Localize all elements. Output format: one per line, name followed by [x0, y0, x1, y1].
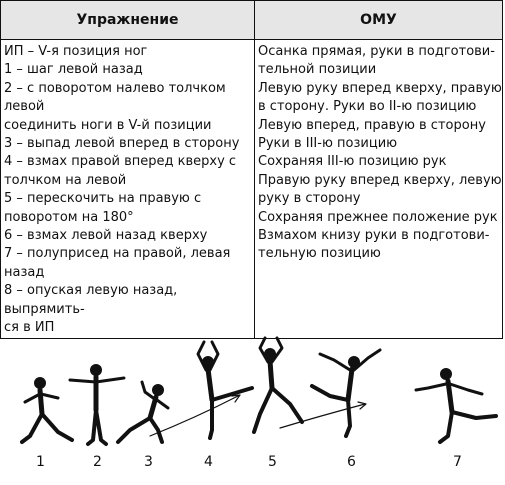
dancer-figure-6: [312, 350, 380, 436]
omu-line: Левую руку вперед кверху, правую: [258, 80, 502, 96]
figure-label-3: 3: [144, 454, 153, 470]
exercise-line: 1 – шаг левой назад: [4, 62, 143, 78]
dancer-figure-7: [416, 368, 496, 442]
exercise-line: поворотом на 180°: [4, 209, 134, 225]
figure-label-5: 5: [268, 454, 277, 470]
exercise-line: ИП – V-я позиция ног: [4, 44, 148, 59]
dancer-figure-3: [118, 382, 168, 442]
figure-label-6: 6: [347, 454, 356, 470]
omu-column: [255, 40, 503, 339]
omu-line: Взмахом книзу руки в подготови-: [258, 228, 490, 244]
exercise-line: 7 – полуприсед на правой, левая назад: [4, 246, 235, 280]
omu-line: Руки в III-ю позицию: [258, 136, 398, 152]
trajectory-arrow: [150, 396, 238, 436]
dancer-figure-5: [254, 338, 302, 432]
figure-label-2: 2: [93, 454, 102, 470]
figure-label-1: 1: [36, 454, 45, 470]
dancer-figure-1: [22, 377, 72, 442]
exercise-line: 6 – взмах левой назад кверху: [4, 228, 208, 244]
exercise-line: 2 – с поворотом налево толчком левой: [4, 80, 230, 115]
omu-line: тельной позиции: [258, 62, 377, 78]
dancer-illustration: [0, 318, 505, 481]
exercise-line: 5 – перескочить на правую с: [4, 191, 202, 207]
header-omu: ОМУ: [255, 1, 503, 40]
omu-line: Сохраняя прежнее положение рук: [258, 209, 498, 225]
omu-line: Правую руку вперед кверху, левую: [258, 172, 502, 188]
exercise-line: 4 – взмах правой вперед кверху с: [4, 154, 237, 170]
dancer-figure-4: [198, 342, 252, 438]
exercise-column: [1, 40, 255, 339]
figure-label-4: 4: [204, 454, 213, 470]
exercise-line: соединить ноги в V-й позиции: [4, 117, 212, 133]
figure-label-7: 7: [453, 454, 462, 470]
figure-sequence: [0, 318, 505, 481]
header-exercise: Упражнение: [1, 1, 255, 40]
exercise-line: 8 – опуская левую назад, выпрямить-: [4, 283, 182, 317]
omu-line: Сохраняя III-ю позицию рук: [258, 154, 447, 170]
exercise-line: ся в ИП: [4, 320, 55, 336]
omu-line: Левую вперед, правую в сторону: [258, 117, 486, 133]
exercise-line: 3 – выпад левой вперед в сторону: [4, 136, 240, 152]
omu-line: в сторону. Руки во II-ю позицию: [258, 99, 477, 115]
omu-line: руку в сторону: [258, 191, 361, 207]
omu-line: тельную позицию: [258, 246, 381, 262]
exercise-line: толчком на левой: [4, 172, 127, 188]
omu-line: Осанка прямая, руки в подготови-: [258, 44, 495, 59]
dancer-figure-2: [70, 364, 124, 444]
